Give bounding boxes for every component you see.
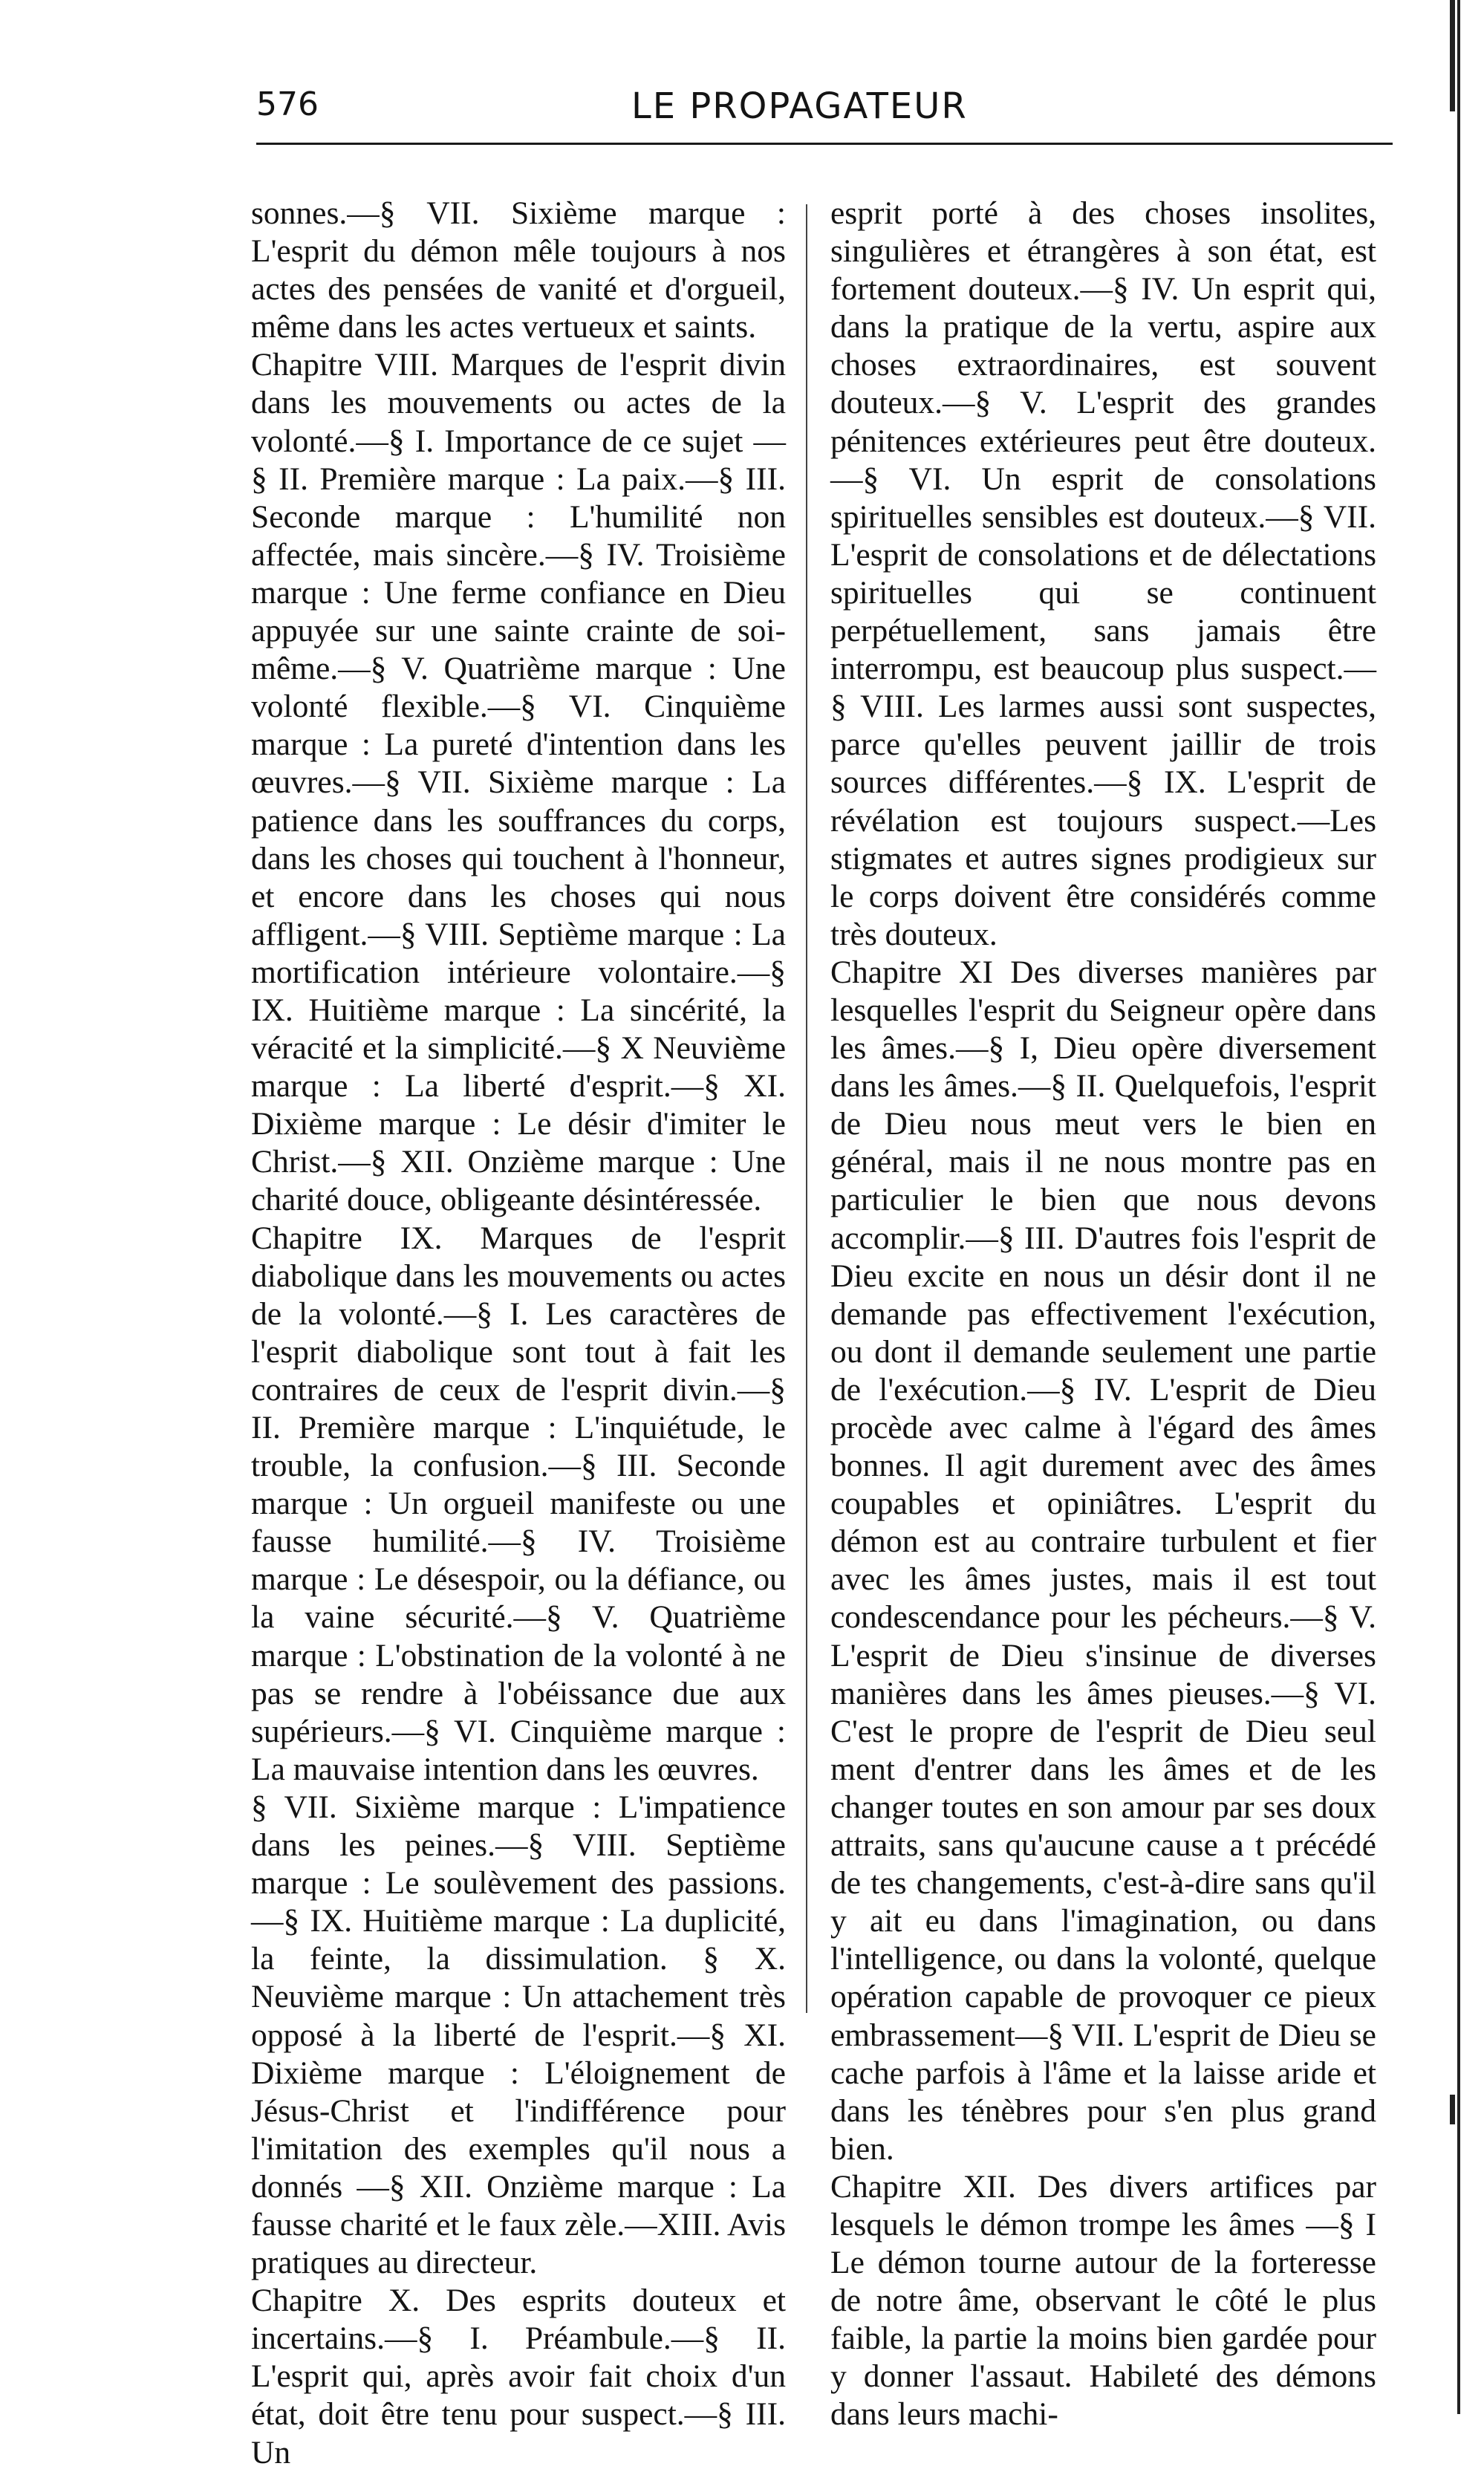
- page-number: 576: [256, 85, 319, 123]
- scan-edge-mark: [1450, 0, 1455, 111]
- left-column-text: sonnes.—§ VII. Sixième marque : L'esprit du démon mêle toujours à nos actes des pensées de vanité et d'orgueil, même dans les actes vertueux et saints. Chapitre VIII. Marques de l'esprit divin dans les mouvements ou actes de la volonté.—§ I. Importance de ce sujet —§ II. Première marque : La paix.—§ III. Seconde marque : L'humilité non affectée, mais sincère.—§ IV. Troisième marque : Une ferme confiance en Dieu appuyée sur une sainte crainte de soi-même.—§ V. Quatrième marque : Une volonté flexible.—§ VI. Cinquième marque : La pureté d'intention dans les œuvres.—§ VII. Sixième marque : La patience dans les souffrances du corps, dans les choses qui touchent à l'honneur, et encore dans les choses qui nous affligent.—§ VIII. Septième marque : La mortification intérieure volontaire.—§ IX. Huitième marque : La sincérité, la véracité et la simplicité.—§ X Neuvième marque : La liberté d'esprit.—§ XI. Dixième marque : Le désir d'imiter le Christ.—§ XII. Onzième marque : Une charité douce, obligeante désintéressée. Chapitre IX. Marques de l'esprit diabolique dans les mouvements ou actes de la volonté.—§ I. Les caractères de l'esprit diabolique sont tout à fait les contraires de ceux de l'esprit divin.—§ II. Première marque : L'inquiétude, le trouble, la confusion.—§ III. Seconde marque : Un orgueil manifeste ou une fausse humilité.—§ IV. Troisième marque : Le désespoir, ou la défiance, ou la vaine sécurité.—§ V. Quatrième marque : L'obstination de la volonté à ne pas se rendre à l'obéissance due aux supérieurs.—§ VI. Cinquième marque : La mauvaise intention dans les œuvres. § VII. Sixième marque : L'impatience dans les peines.—§ VIII. Septième marque : Le soulèvement des passions.—§ IX. Huitième marque : La duplicité, la feinte, la dissimulation. § X. Neuvième marque : Un attachement très opposé à la liberté de l'esprit.—§ XI. Dixième marque : L'éloignement de Jésus-Christ et l'indifférence pour l'imitation des exemples qu'il nous a donnés —§ XII. Onzième marque : La fausse charité et le faux zèle.—XIII. Avis pratiques au directeur. Chapitre X. Des esprits douteux et incertains.—§ I. Préambule.—§ II. L'esprit qui, après avoir fait choix d'un état, doit être tenu pour suspect.—§ III. Un: [251, 195, 786, 2471]
- scan-edge-mark: [1450, 2095, 1455, 2124]
- running-title: LE PROPAGATEUR: [631, 85, 968, 127]
- page-header: [256, 85, 1372, 137]
- header-rule: [256, 143, 1393, 145]
- scan-edge-line: [1457, 0, 1460, 2414]
- right-column-text: esprit porté à des choses insolites, singulières et étrangères à son état, est fortement douteux.—§ IV. Un esprit qui, dans la pratique de la vertu, aspire aux choses extraordinaires, est souvent douteux.—§ V. L'esprit des grandes pénitences extérieures peut être douteux.—§ VI. Un esprit de consolations spirituelles sensibles est douteux.—§ VII. L'esprit de consolations et de délectations spirituelles qui se continuent perpétuellement, sans jamais être interrompu, est beaucoup plus suspect.—§ VIII. Les larmes aussi sont suspectes, parce qu'elles peuvent jaillir de trois sources différentes.—§ IX. L'esprit de révélation est toujours suspect.—Les stigmates et autres signes prodigieux sur le corps doivent être considérés comme très douteux. Chapitre XI Des diverses manières par lesquelles l'esprit du Seigneur opère dans les âmes.—§ I, Dieu opère diversement dans les âmes.—§ II. Quelquefois, l'esprit de Dieu nous meut vers le bien en général, mais il ne nous montre pas en particulier le bien que nous devons accomplir.—§ III. D'autres fois l'esprit de Dieu excite en nous un désir dont il ne demande pas effectivement l'exécution, ou dont il demande seulement une partie de l'exécution.—§ IV. L'esprit de Dieu procède avec calme à l'égard des âmes bonnes. Il agit durement avec des âmes coupables et opiniâtres. L'esprit du démon est au contraire turbulent et fier avec les âmes justes, mais il est tout condescendance pour les pécheurs.—§ V. L'esprit de Dieu s'insinue de diverses manières dans les âmes pieuses.—§ VI. C'est le propre de l'esprit de Dieu seul ment d'entrer dans les âmes et de les changer toutes en son amour par ses doux attraits, sans qu'aucune cause a t précédé de tes changements, c'est-à-dire sans qu'il y ait eu dans l'imagination, ou dans l'intelligence, ou dans la volonté, quelque opération capable de provoquer ce pieux embrassement—§ VII. L'esprit de Dieu se cache parfois à l'âme et la laisse aride et dans les ténèbres pour s'en plus grand bien. Chapitre XII. Des divers artifices par lesquels le démon trompe les âmes —§ I Le démon tourne autour de la forteresse de notre âme, observant le côté le plus faible, la partie la moins bien gardée pour y donner l'assaut. Habileté des démons dans leurs machi-: [830, 195, 1376, 2433]
- column-divider: [806, 204, 807, 2013]
